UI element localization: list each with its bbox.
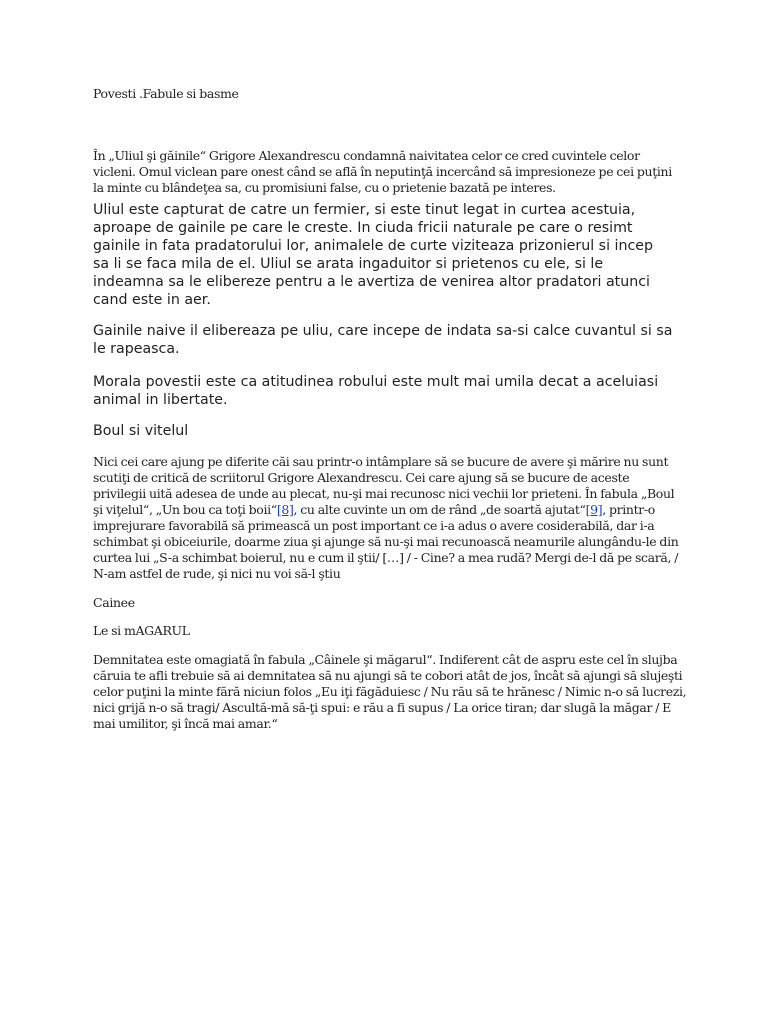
cainele-heading-line-2: Le si mAGARUL [93,623,190,638]
boul-text-part-3: , printr-o imprejurare favorabilă să primească un post important ce i-a adus o avere cosiderabilă, dar i-a schimbat şi obiceiurile, doarme ziua şi ajunge să nu-şi mai recunoască neamurile alungându-le din curtea lui „S-a schimbat boierul, nu e cum il ştii/ […] / - Cine? a mea rudă? Mergi de-l dă pe scară, / N-am astfel de rude, şi nici nu voi să-l ştiu [93,502,679,581]
uliu-paragraph-2: Gainile naive il elibereaza pe uliu, care incepe de indata sa-si calce cuvantul si sa le rapeasca. [93,323,673,357]
boul-text-part-1: Nici cei care ajung pe diferite căi sau printr-o intâmplare să se bucure de avere şi mărire nu sunt scutiţi de critică de scriitorul Grigore Alexandrescu. Cei care ajung să se bucure de aceste privilegii uită adesea de unde au plecat, nu-şi mai recunosc nici vechii lor prieteni. În fabula „Boul şi viţelul“, „Un bou ca toţi boii“ [93,454,675,517]
boul-heading: Boul si vitelul [93,423,189,439]
intro-paragraph: În „Uliul şi găinile“ Grigore Alexandrescu condamnă naivitatea celor ce cred cuvintele celor vicleni. Omul viclean pare onest când se află în neputinţă incercând să impresioneze pe cei puţini la minte cu blândeţea sa, cu promisiuni false, cu o prietenie bazată pe interes. [93,148,672,195]
cainele-heading-line-1: Cainee [93,595,135,610]
cainele-paragraph: Demnitatea este omagiată în fabula „Câinele şi măgarul“. Indiferent cât de aspru este cel în slujba căruia te afli trebuie să ai demnitatea să nu ajungi să te cobori atât de jos, încât să ajungi să slujeşti celor puţini la minte fără niciun folos „Eu iţi făgăduiesc / Nu rău să te hrănesc / Nimic n-o să lucrezi, nici grijă n-o să tragi/ Ascultă-mă să-ţi spui: e rău a fi supus / La orice tiran; dar slugă la măgar / E mai umilitor, şi încă mai amar.“ [93,652,687,731]
boul-text-part-2: , cu alte cuvinte un om de rând „de soartă ajutat“ [293,502,586,517]
uliu-paragraph-3: Morala povestii este ca atitudinea robului este mult mai umila decat a aceluiasi animal in libertate. [93,374,659,408]
footnote-link-8[interactable]: [8] [276,502,294,517]
document-page [93,86,687,732]
document-title: Povesti .Fabule si basme [93,86,239,101]
footnote-link-9[interactable]: [9] [585,502,603,517]
boul-paragraph [93,454,683,582]
uliu-paragraph-1: Uliul este capturat de catre un fermier, si este tinut legat in curtea acestuia, aproape de gainile pe care le creste. In ciuda fricii naturale pe care o resimt gainile in fata pradatorului lor, animalele de curte viziteaza prizonierul si incep sa li se faca mila de el. Uliul se arata ingaduitor si prietenos cu ele, si le indeamna sa le elibereze pentru a le avertiza de venirea altor pradatori atunci cand este in aer. [93,202,653,308]
